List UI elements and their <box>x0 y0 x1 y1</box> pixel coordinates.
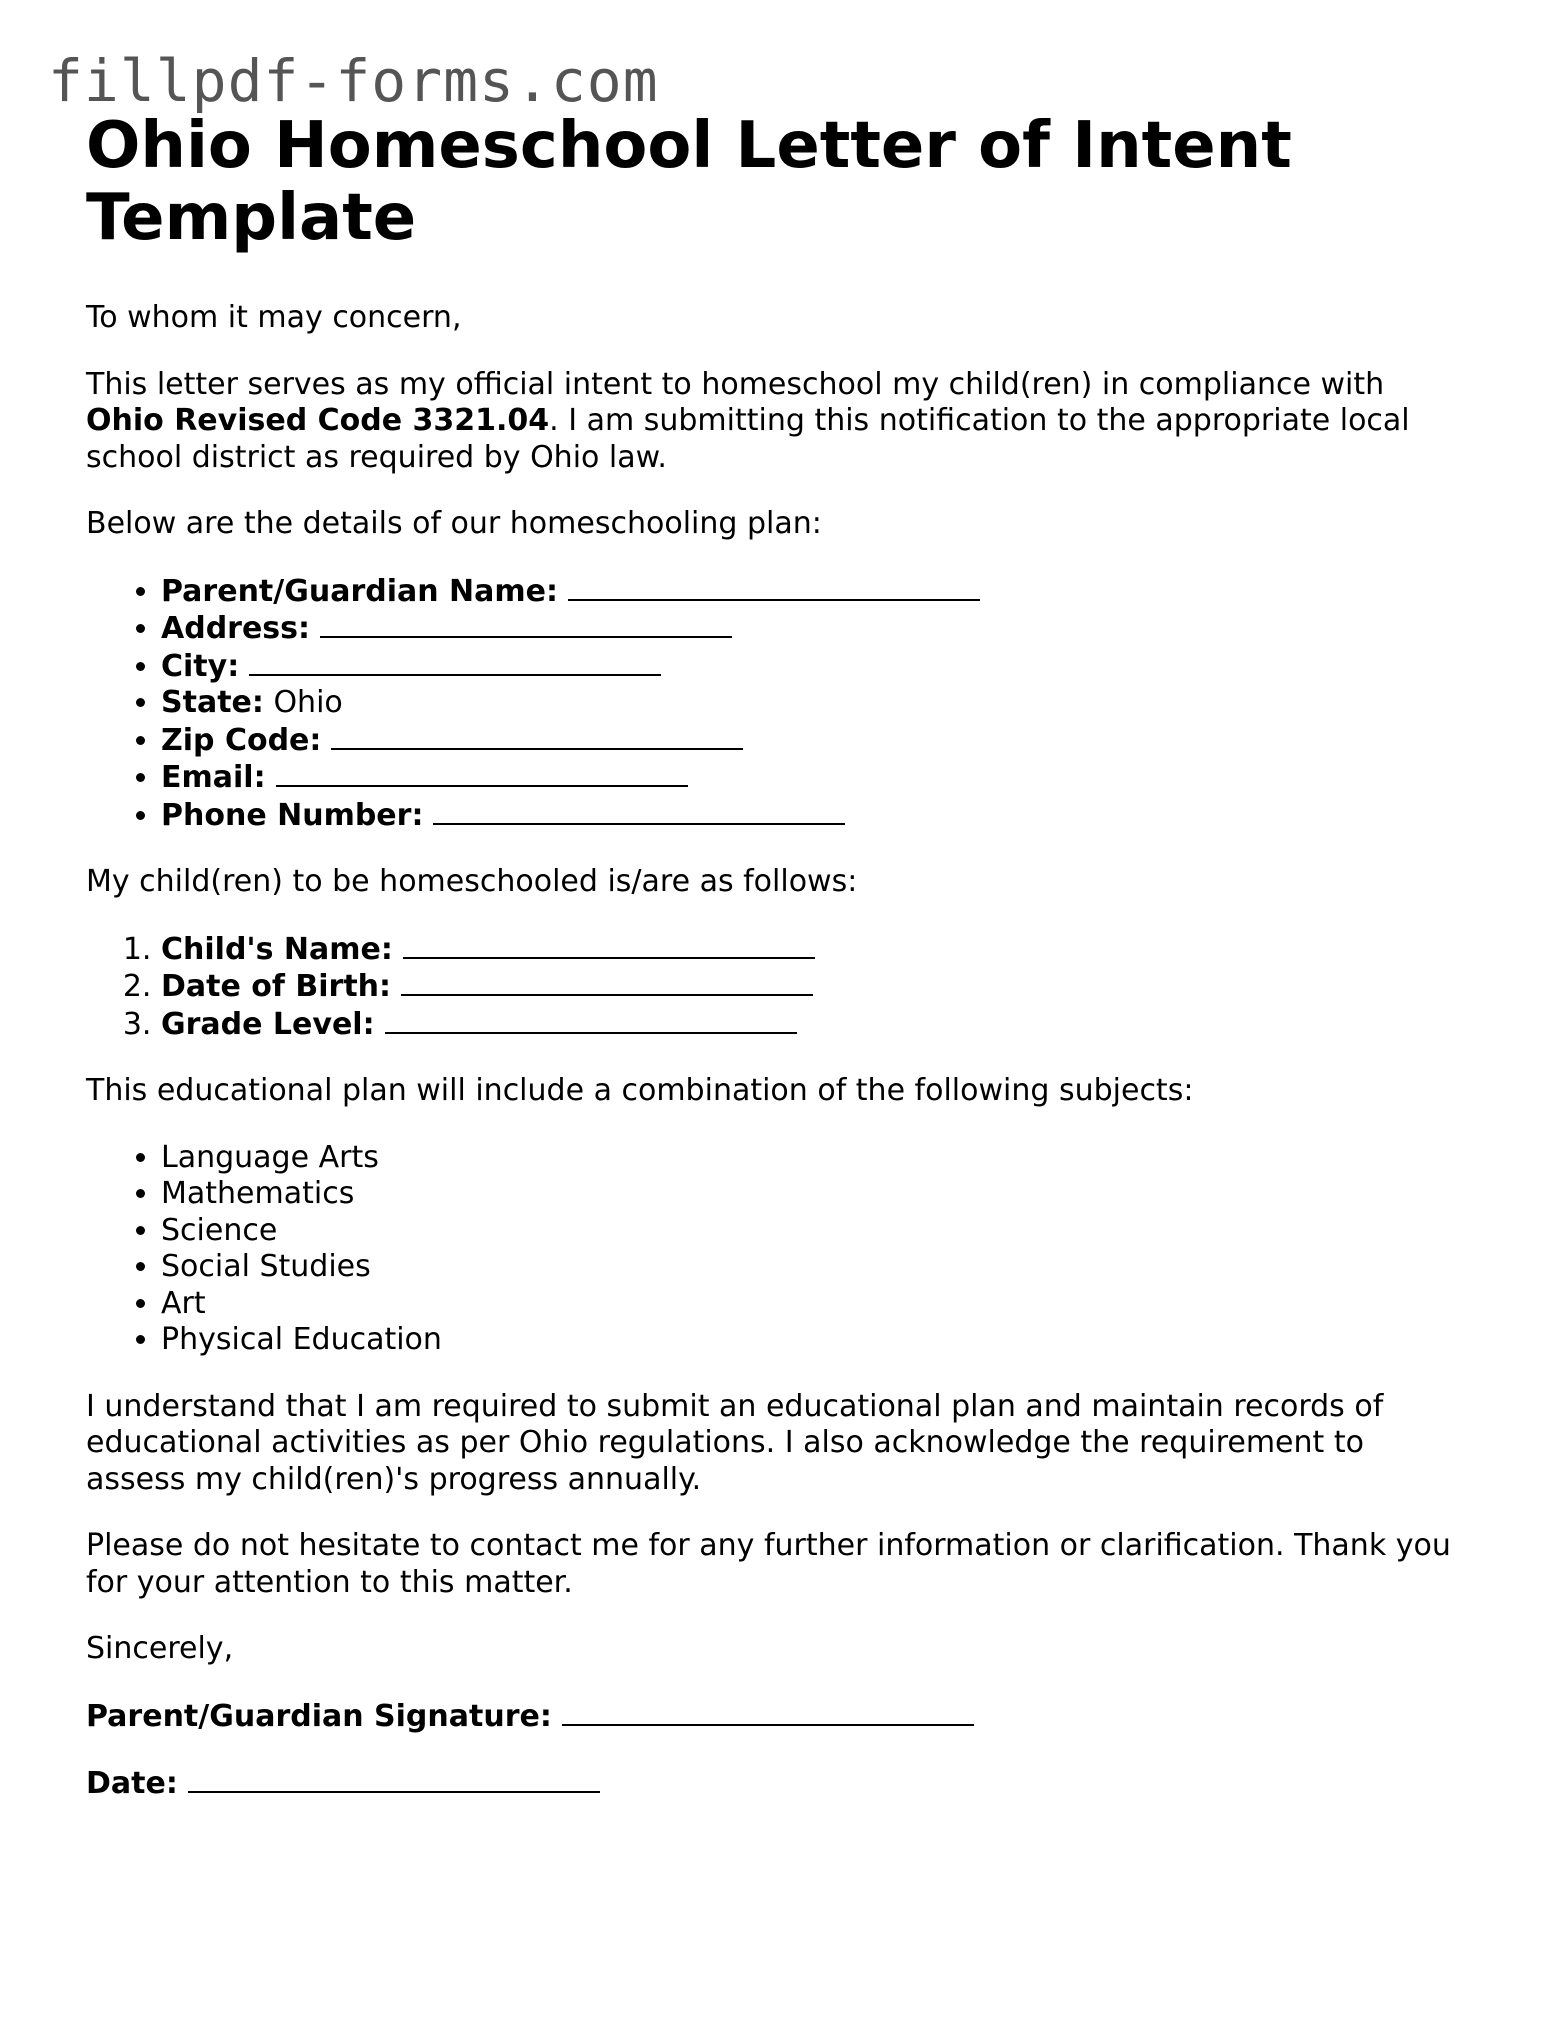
phone-number-field[interactable] <box>433 797 845 825</box>
detail-label: Email: <box>161 760 266 795</box>
address-field[interactable] <box>320 610 732 638</box>
salutation: To whom it may concern, <box>86 300 462 335</box>
detail-parent-name <box>161 573 1466 611</box>
detail-email <box>161 759 1466 797</box>
detail-phone <box>161 797 1466 835</box>
state-value: Ohio <box>273 685 343 720</box>
date-field[interactable] <box>188 1765 600 1793</box>
city-field[interactable] <box>249 648 661 676</box>
subject-item: • Mathematics <box>161 1176 1466 1213</box>
detail-label: Address: <box>161 611 311 646</box>
intro-paragraph <box>86 367 1466 477</box>
watermark: fillpdf-forms.com <box>48 47 659 115</box>
acknowledgement-paragraph: I understand that I am required to submit an educational plan and maintain records of educational activities as per Ohio regulations. I also acknowledge the requirement to assess my child(ren)'s progress annually. <box>86 1388 1384 1497</box>
detail-label: Zip Code: <box>161 722 322 758</box>
intro-text-before: This letter serves as my official intent to homeschool my child(ren) in compliance with <box>86 366 1385 402</box>
zip-code-field[interactable] <box>331 722 743 750</box>
signature-label: Parent/Guardian Signature: <box>86 1698 552 1734</box>
email-field[interactable] <box>276 759 688 787</box>
child-field-label: Child's Name: <box>161 931 393 967</box>
child-dob-item <box>161 968 1466 1006</box>
subjects-list <box>86 1140 1466 1359</box>
detail-label: Phone Number: <box>161 797 424 833</box>
signature-field[interactable] <box>562 1698 974 1726</box>
child-grade-item <box>161 1006 1466 1044</box>
intro-text-after: . I am submitting this notification to the appropriate local school district as required by Ohio law. <box>86 403 1410 475</box>
subject-item: • Art <box>161 1286 1466 1323</box>
code-reference: Ohio Revised Code 3321.04 <box>86 403 550 438</box>
detail-label: Parent/Guardian Name: <box>161 573 559 609</box>
child-field-label: Date of Birth: <box>161 969 392 1004</box>
detail-address <box>161 610 1466 648</box>
subject-item: • Language Arts <box>161 1140 1466 1177</box>
grade-level-field[interactable] <box>385 1006 797 1034</box>
subject-item: • Social Studies <box>161 1249 1466 1286</box>
subjects-lead: This educational plan will include a combination of the following subjects: <box>86 1073 1194 1108</box>
closing-request-paragraph: Please do not hesitate to contact me for any further information or clarification. Thank you for your attention to this matter. <box>86 1528 1451 1600</box>
signature-line <box>86 1698 1466 1736</box>
page-title: Ohio Homeschool Letter of Intent Template <box>86 109 1292 255</box>
child-name-item <box>161 931 1466 969</box>
details-list <box>86 573 1466 835</box>
children-list <box>86 931 1466 1044</box>
child-field-label: Grade Level: <box>161 1006 375 1042</box>
subject-item: • Physical Education <box>161 1322 1466 1359</box>
sign-off: Sincerely, <box>86 1631 234 1666</box>
detail-label: State: <box>161 685 264 720</box>
detail-state <box>161 685 1466 722</box>
date-label: Date: <box>86 1766 178 1801</box>
child-name-field[interactable] <box>403 931 815 959</box>
detail-label: City: <box>161 648 240 684</box>
signature-block <box>86 1698 1466 1803</box>
details-lead: Below are the details of our homeschooling plan: <box>86 506 822 541</box>
date-line <box>86 1765 1466 1803</box>
date-of-birth-field[interactable] <box>401 968 813 996</box>
parent-name-field[interactable] <box>568 573 980 601</box>
subject-item: • Science <box>161 1213 1466 1250</box>
children-lead: My child(ren) to be homeschooled is/are as follows: <box>86 864 858 899</box>
detail-city <box>161 648 1466 686</box>
letter-body <box>86 110 1466 1803</box>
detail-zip <box>161 722 1466 760</box>
